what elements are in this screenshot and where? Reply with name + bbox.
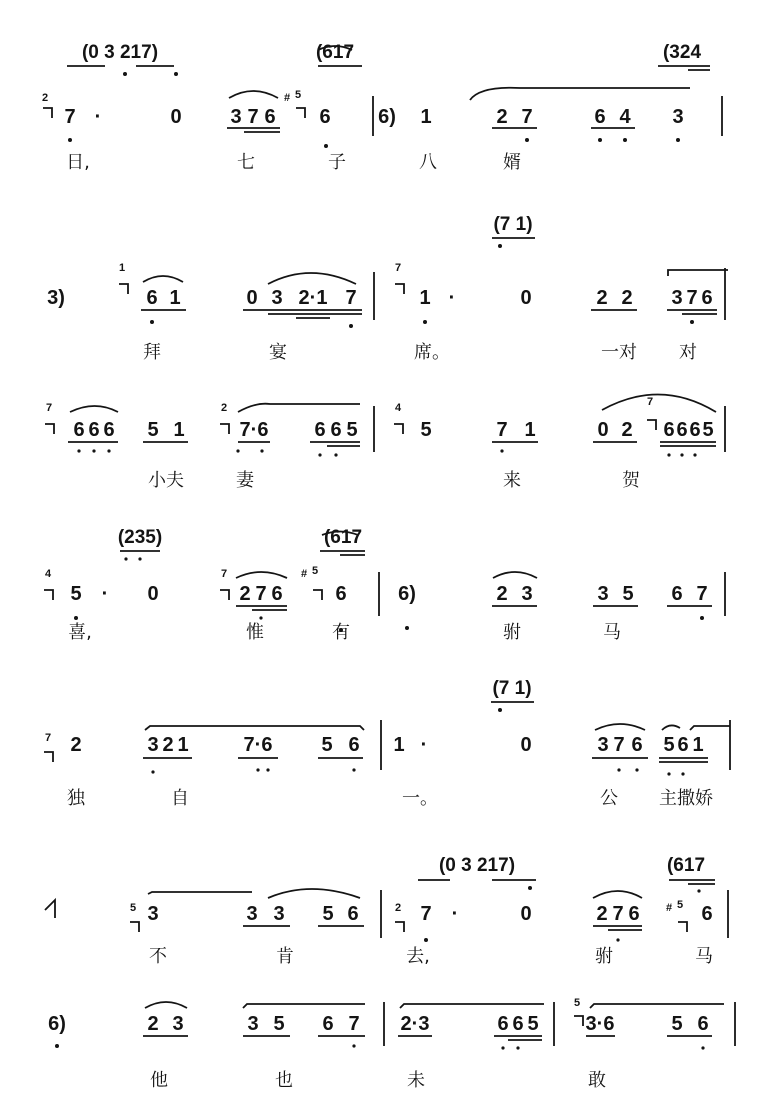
cue-phrase: (0 3 217) bbox=[438, 855, 516, 876]
lyric: 马 bbox=[695, 946, 713, 967]
note: 2 bbox=[147, 1013, 159, 1035]
lyric: 一对 bbox=[601, 342, 637, 363]
note: 7 bbox=[345, 287, 357, 309]
note: 6 bbox=[335, 583, 347, 605]
note: · bbox=[101, 583, 109, 605]
note: 5 bbox=[346, 419, 358, 441]
note: 7 bbox=[686, 287, 698, 309]
lyric: 日, bbox=[66, 152, 90, 173]
note: 7 bbox=[613, 734, 625, 756]
note: 2 bbox=[621, 287, 633, 309]
note: 6 bbox=[628, 903, 640, 925]
cue-phrase: (324 bbox=[662, 42, 702, 63]
lyric: 独 bbox=[67, 788, 85, 809]
lyric: 敢 bbox=[588, 1070, 606, 1091]
note: 3 bbox=[671, 287, 683, 309]
note: 7 bbox=[247, 106, 259, 128]
note: 5 bbox=[147, 419, 159, 441]
cue-phrase: (7 1) bbox=[493, 214, 533, 235]
note: 2·1 bbox=[298, 287, 328, 309]
note: 3 bbox=[230, 106, 242, 128]
note: 5 bbox=[702, 419, 714, 441]
note: 7·6 bbox=[243, 734, 273, 756]
grace-note: 4 bbox=[394, 402, 402, 414]
note: 6 bbox=[314, 419, 326, 441]
note: 2 bbox=[596, 287, 608, 309]
note: 6 bbox=[103, 419, 115, 441]
note: 6 bbox=[663, 419, 675, 441]
note: 6 bbox=[347, 903, 359, 925]
note: 6 bbox=[676, 419, 688, 441]
note: 3 bbox=[172, 1013, 184, 1035]
grace-note: 2 bbox=[41, 92, 49, 104]
note: 0 bbox=[246, 287, 258, 309]
note: 6 bbox=[264, 106, 276, 128]
lyric: 马 bbox=[603, 622, 621, 643]
grace-note: 7 bbox=[220, 568, 228, 580]
note: 3 bbox=[597, 583, 609, 605]
lyric: 肯 bbox=[276, 946, 294, 967]
note: 3 bbox=[273, 903, 285, 925]
note: 1 bbox=[173, 419, 185, 441]
lyric: 七 bbox=[237, 152, 255, 173]
note: 6 bbox=[677, 734, 689, 756]
note: 2 bbox=[596, 903, 608, 925]
grace-note: 7 bbox=[45, 402, 53, 414]
note: 7 bbox=[420, 903, 432, 925]
lyric: 子 bbox=[328, 152, 346, 173]
note: 6 bbox=[497, 1013, 509, 1035]
note: · bbox=[420, 734, 428, 756]
lyric: 席。 bbox=[414, 342, 450, 363]
note: 5 bbox=[420, 419, 432, 441]
note: 5 bbox=[663, 734, 675, 756]
note: 3 bbox=[521, 583, 533, 605]
note: 2 bbox=[496, 106, 508, 128]
note: 0 bbox=[597, 419, 609, 441]
note: 0 bbox=[520, 734, 532, 756]
note: 2 bbox=[70, 734, 82, 756]
note: 3 bbox=[246, 903, 258, 925]
note: 7·6 bbox=[239, 419, 269, 441]
lyric: 婿 bbox=[503, 152, 521, 173]
note: 7 bbox=[348, 1013, 360, 1035]
lyric: 公 bbox=[600, 788, 618, 809]
lyric: 宴 bbox=[269, 342, 287, 363]
note: 0 bbox=[520, 903, 532, 925]
note: 5 bbox=[671, 1013, 683, 1035]
grace-note: 4 bbox=[44, 568, 52, 580]
note: 1 bbox=[692, 734, 704, 756]
note: 6 bbox=[697, 1013, 709, 1035]
lyric: 八 bbox=[419, 152, 437, 173]
note: 6 bbox=[73, 419, 85, 441]
grace-note: # bbox=[283, 92, 291, 104]
note: 1 bbox=[524, 419, 536, 441]
lyric: 去, bbox=[406, 946, 430, 967]
lyric: 未 bbox=[407, 1070, 425, 1091]
note: 3 bbox=[147, 903, 159, 925]
grace-note: 2 bbox=[220, 402, 228, 414]
note: 6 bbox=[319, 106, 331, 128]
note: 3 bbox=[271, 287, 283, 309]
lyric: 驸 bbox=[503, 622, 521, 643]
note: 1 bbox=[393, 734, 405, 756]
lyric: 不 bbox=[149, 946, 167, 967]
note: 6 bbox=[701, 287, 713, 309]
note: 1 bbox=[177, 734, 189, 756]
lyric: 小夫 bbox=[148, 470, 184, 491]
lyric: 对 bbox=[679, 342, 697, 363]
note: · bbox=[94, 106, 102, 128]
note: 1 bbox=[419, 287, 431, 309]
note: 1 bbox=[169, 287, 181, 309]
note: 7 bbox=[64, 106, 76, 128]
note: 3 bbox=[597, 734, 609, 756]
lyric: 惟 bbox=[246, 622, 264, 643]
note: 6) bbox=[378, 106, 396, 128]
note: 0 bbox=[170, 106, 182, 128]
grace-note: 7 bbox=[646, 396, 654, 408]
lyric: 拜 bbox=[143, 342, 161, 363]
grace-note: 5 bbox=[676, 899, 684, 911]
note: 5 bbox=[273, 1013, 285, 1035]
lyric: 驸 bbox=[595, 946, 613, 967]
note: 6 bbox=[631, 734, 643, 756]
cue-phrase: (235) bbox=[117, 527, 163, 548]
lyric: 来 bbox=[503, 470, 521, 491]
grace-note: 2 bbox=[394, 902, 402, 914]
note: 5 bbox=[622, 583, 634, 605]
note: 6) bbox=[48, 1013, 66, 1035]
note: 6 bbox=[512, 1013, 524, 1035]
grace-note: 7 bbox=[394, 262, 402, 274]
note: 6 bbox=[348, 734, 360, 756]
note: 2 bbox=[162, 734, 174, 756]
grace-note: 1 bbox=[118, 262, 126, 274]
cue-phrase: (617 bbox=[323, 527, 363, 548]
lyric: 自 bbox=[171, 788, 189, 809]
note: 6 bbox=[88, 419, 100, 441]
note: 2 bbox=[239, 583, 251, 605]
note: 2·3 bbox=[400, 1013, 430, 1035]
note: 7 bbox=[521, 106, 533, 128]
cue-phrase: (617 bbox=[315, 42, 355, 63]
note: 6 bbox=[689, 419, 701, 441]
score-content bbox=[42, 42, 714, 1091]
note: 3 bbox=[672, 106, 684, 128]
note: · bbox=[448, 287, 456, 309]
note: 1 bbox=[420, 106, 432, 128]
note: 5 bbox=[527, 1013, 539, 1035]
lyric: 喜, bbox=[68, 622, 92, 643]
grace-note: 5 bbox=[573, 997, 581, 1009]
note: 2 bbox=[621, 419, 633, 441]
note: 6 bbox=[271, 583, 283, 605]
grace-note: 7 bbox=[44, 732, 52, 744]
note: 3) bbox=[47, 287, 65, 309]
grace-note: # bbox=[300, 568, 308, 580]
lyric: 有 bbox=[332, 622, 350, 643]
note: 6 bbox=[330, 419, 342, 441]
lyric: 一。 bbox=[402, 788, 438, 809]
grace-note: # bbox=[665, 902, 673, 914]
grace-note: 5 bbox=[129, 902, 137, 914]
note: 7 bbox=[255, 583, 267, 605]
lyric: 也 bbox=[275, 1070, 293, 1091]
note: 6 bbox=[701, 903, 713, 925]
note: 6 bbox=[322, 1013, 334, 1035]
note: · bbox=[451, 903, 459, 925]
note: 4 bbox=[619, 106, 631, 128]
note: 6 bbox=[671, 583, 683, 605]
cue-phrase: (617 bbox=[666, 855, 706, 876]
note: 7 bbox=[696, 583, 708, 605]
grace-note: 5 bbox=[294, 89, 302, 101]
cue-phrase: (0 3 217) bbox=[81, 42, 159, 63]
note: 0 bbox=[147, 583, 159, 605]
note: 3 bbox=[147, 734, 159, 756]
note: 6) bbox=[398, 583, 416, 605]
cue-phrase: (7 1) bbox=[492, 678, 532, 699]
note: 5 bbox=[70, 583, 82, 605]
lyric: 妻 bbox=[236, 470, 254, 491]
note: 3·6 bbox=[585, 1013, 615, 1035]
lyric: 贺 bbox=[622, 470, 640, 491]
note: 0 bbox=[520, 287, 532, 309]
note: 7 bbox=[612, 903, 624, 925]
note: 5 bbox=[322, 903, 334, 925]
note: 6 bbox=[146, 287, 158, 309]
note: 3 bbox=[247, 1013, 259, 1035]
grace-note: 5 bbox=[311, 565, 319, 577]
note: 6 bbox=[594, 106, 606, 128]
note: 7 bbox=[496, 419, 508, 441]
note: 5 bbox=[321, 734, 333, 756]
note: 2 bbox=[496, 583, 508, 605]
lyric: 主撒娇 bbox=[659, 788, 713, 809]
lyric: 他 bbox=[150, 1070, 168, 1091]
